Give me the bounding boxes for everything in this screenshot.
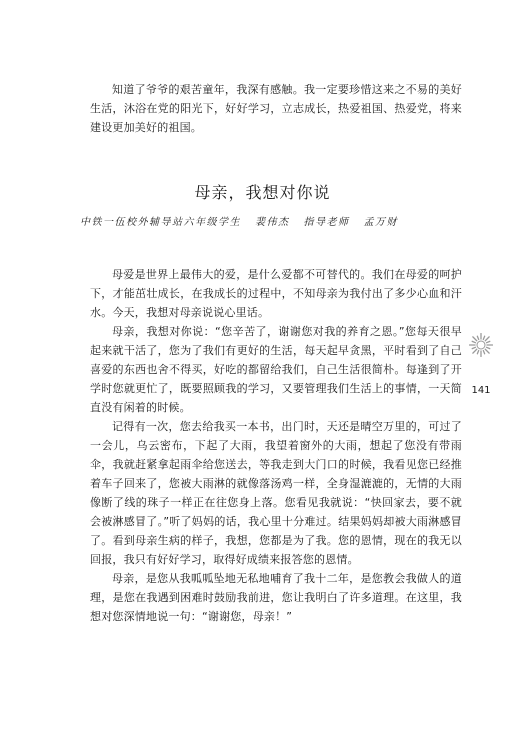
sunburst-ray	[483, 336, 484, 339]
sunburst-ornament-icon	[469, 333, 493, 357]
intro-paragraph: 知道了爷爷的艰苦童年，我深有感触。我一定要珍惜这来之不易的美好生活，沐浴在党的阳光下，好好学习，立志成长，热爱祖国、热爱党，将来建设更加美好的祖国。	[90, 83, 462, 134]
sunburst-ray	[477, 351, 478, 354]
body-paragraph: 记得有一次，您去给我买一本书，出门时，天还是晴空万里的，可过了一会儿，乌云密布，下起了大雨，我望着窗外的大雨，想起了您没有带雨伞，我就赶紧拿起雨伞给您送去，等我走到大门口的时候，我看见您已经推着车子回来了，您被大雨淋的就像落汤鸡一样，全身湿漉漉的，无情的大雨像断了线的珠子一样正在往您身上落。您看见我就说：“快回家去，要不就会被淋感冒了。”听了妈妈的话，我心里十分难过。结果妈妈却被大雨淋感冒了。看到母亲生病的样子，我想，您都是为了我。您的恩情，现在的我无以回报，我只有好好学习，取得好成绩来报答您的恩情。	[90, 420, 462, 566]
body-paragraph: 母亲，是您从我呱呱坠地无私地哺育了我十二年，是您教会我做人的道理，是您在我遇到困难时鼓励我前进，您让我明白了许多道理。在这里，我想对您深情地说一句：“谢谢您，母亲！”	[90, 572, 462, 623]
sunburst-ray	[487, 341, 490, 342]
sunburst-ray	[485, 337, 489, 341]
sunburst-ray	[473, 349, 477, 353]
byline-author: 裴伟杰	[255, 217, 290, 228]
sunburst-ray	[473, 337, 477, 341]
body-paragraph: 母爱是世界上最伟大的爱，是什么爱都不可替代的。我们在母爱的呵护下，才能茁壮成长，在我成长的过程中，不知母亲为我付出了多少心血和汗水。今天，我想对母亲说说心里话。	[90, 268, 462, 319]
article-body	[90, 265, 462, 626]
byline	[80, 213, 412, 228]
sunburst-ray	[472, 341, 475, 342]
article-title: 母亲，我想对你说	[194, 183, 331, 202]
sunburst-ray	[485, 349, 489, 353]
sunburst-ray	[487, 347, 490, 348]
byline-teacher: 孟万财	[363, 217, 398, 228]
sunburst-ray	[472, 347, 475, 348]
page-number-marker	[466, 333, 496, 395]
body-paragraph: 母亲，我想对你说：“您辛苦了，谢谢您对我的养育之恩。”您每天很早起来就干活了，您为了我们有更好的生活，每天起早贪黑，平时看到了自己喜爱的东西也舍不得买，好吃的都留给我们，自己生活很简朴。每逢到了开学时您就更忙了，既要照顾我的学习，又要管理我们生活上的事情，一天简直没有闲着的时候。	[90, 325, 462, 414]
sunburst-ray	[483, 351, 484, 354]
page-number: 141	[471, 385, 491, 396]
sunburst-ray	[477, 336, 478, 339]
byline-teacher-label: 指导老师	[303, 217, 350, 228]
byline-school: 中铁一伍校外辅导站六年级学生	[80, 217, 241, 228]
